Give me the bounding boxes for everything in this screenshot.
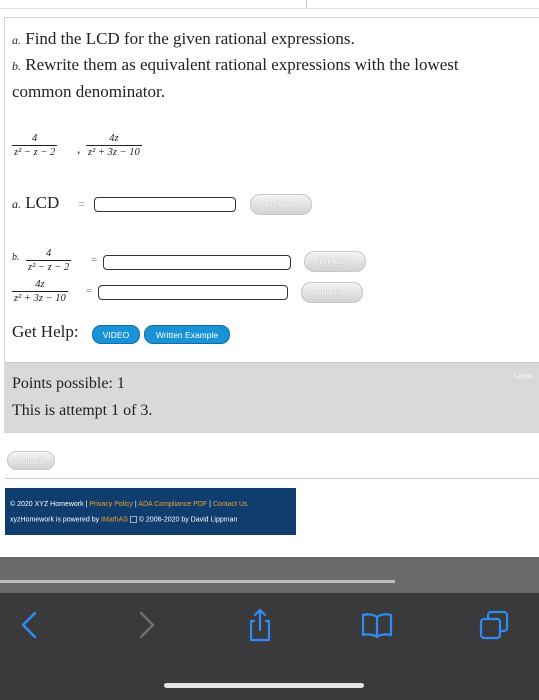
- part-b-answer-label: b.: [12, 252, 20, 263]
- back-icon[interactable]: [14, 608, 44, 642]
- tabs-icon[interactable]: [477, 608, 511, 642]
- part-b-text-cont: common denominator.: [12, 82, 165, 101]
- b-answer-2-input[interactable]: [98, 285, 288, 300]
- footer-lippman: © 2006-2020 by David Lippman: [138, 516, 238, 524]
- expression-2: [86, 133, 142, 158]
- footer: [5, 488, 296, 535]
- lcd-part-label: a.: [12, 197, 21, 211]
- footer-divider: [5, 478, 539, 479]
- browser-progress-area: [0, 557, 539, 593]
- part-b-label: b.: [12, 59, 21, 73]
- b-expression-1-denominator: z² − z − 2: [28, 262, 70, 273]
- expression-2-numerator: 4z: [109, 133, 119, 144]
- b-answer-1-input[interactable]: [103, 255, 291, 270]
- b-preview-2-button[interactable]: Preview: [301, 282, 363, 303]
- written-example-button[interactable]: Written Example: [144, 325, 230, 344]
- lcd-equals: =: [78, 197, 85, 211]
- part-a-instruction: [12, 29, 355, 49]
- expression-separator: ,: [77, 141, 81, 156]
- contact-us-link[interactable]: Contact Us: [212, 501, 248, 508]
- license-link[interactable]: Licens: [514, 372, 533, 380]
- part-a-label: a.: [12, 33, 21, 47]
- b-expression-2: [12, 279, 68, 304]
- lcd-label: [12, 193, 59, 213]
- expression-1: [12, 133, 57, 158]
- status-panel: [5, 362, 539, 432]
- bookmarks-icon[interactable]: [360, 610, 394, 640]
- expression-2-denominator: z² + 3z − 10: [88, 147, 140, 158]
- part-b-instruction: [12, 55, 459, 75]
- external-link-icon: [130, 516, 137, 523]
- part-b-text: Rewrite them as equivalent rational expressions with the lowest: [25, 55, 459, 74]
- expression-1-numerator: 4: [32, 133, 38, 144]
- b-expression-2-denominator: z² + 3z − 10: [14, 293, 66, 304]
- lcd-input[interactable]: [94, 197, 236, 212]
- top-border: [0, 0, 539, 9]
- b-equals-1: =: [91, 254, 98, 266]
- privacy-policy-link[interactable]: Privacy Policy: [89, 501, 133, 508]
- footer-line-1: [10, 501, 248, 508]
- forward-icon[interactable]: [132, 608, 162, 642]
- b-preview-1-button[interactable]: Preview: [304, 251, 366, 272]
- lcd-text: LCD: [25, 193, 60, 212]
- lcd-preview-button[interactable]: Preview: [250, 194, 312, 215]
- home-indicator: [164, 683, 364, 688]
- points-possible: Points possible: 1: [12, 375, 125, 392]
- ada-compliance-link[interactable]: ADA Compliance PDF: [138, 501, 208, 508]
- top-divider: [306, 0, 307, 8]
- expression-1-denominator: z² − z − 2: [14, 147, 56, 158]
- get-help-label: Get Help:: [12, 322, 79, 341]
- footer-sep-1: |: [134, 501, 137, 508]
- footer-line-2: [10, 516, 237, 523]
- b-expression-2-numerator: 4z: [35, 279, 45, 290]
- imathas-link[interactable]: IMathAS: [101, 516, 128, 524]
- page-progress-bar: [0, 580, 395, 583]
- video-button[interactable]: VIDEO: [92, 325, 140, 344]
- submit-button[interactable]: Submit: [7, 451, 55, 470]
- share-icon[interactable]: [244, 606, 276, 644]
- b-expression-1-numerator: 4: [46, 248, 52, 259]
- footer-sep-2: |: [209, 501, 211, 508]
- b-expression-1: [26, 248, 71, 273]
- part-a-text: Find the LCD for the given rational expressions.: [25, 29, 355, 48]
- footer-copyright: © 2020 XYZ Homework |: [10, 501, 88, 508]
- footer-powered-by: xyzHomework is powered by: [10, 516, 100, 524]
- attempt-count: This is attempt 1 of 3.: [12, 402, 153, 419]
- b-equals-2: =: [86, 285, 93, 297]
